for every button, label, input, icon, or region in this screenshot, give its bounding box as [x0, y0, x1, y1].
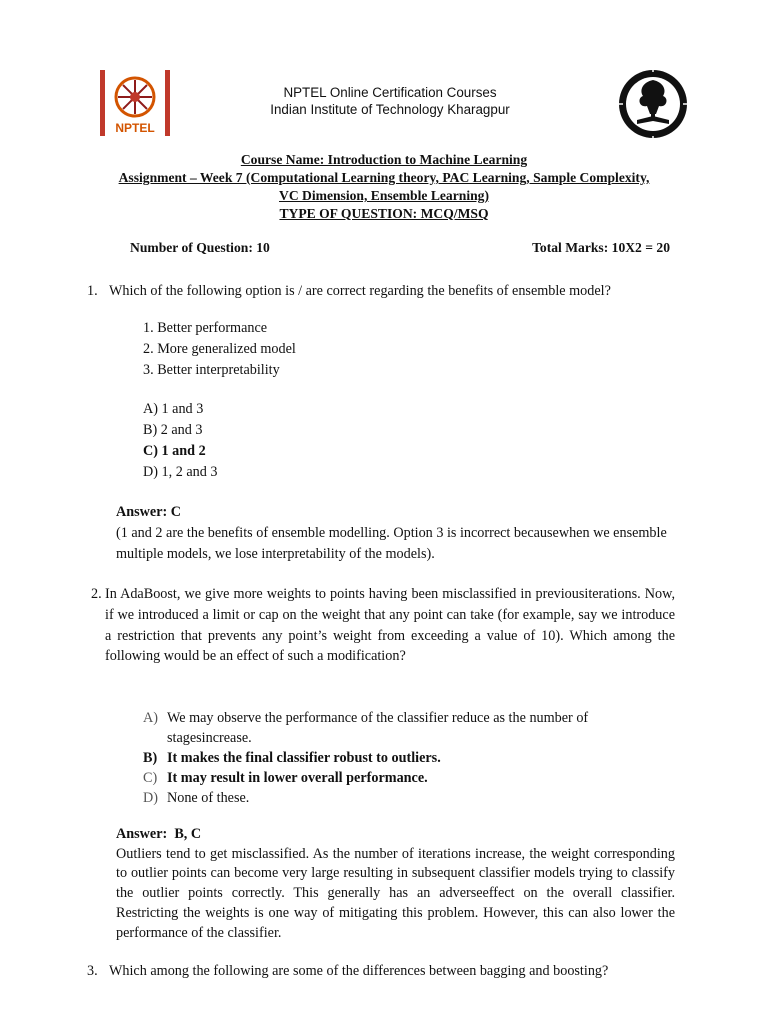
course-info [110, 151, 658, 223]
institution-header [200, 84, 580, 119]
q1-options [143, 399, 217, 483]
total-marks: Total Marks: 10X2 = 20 [532, 240, 670, 255]
question-number: 2. [91, 586, 102, 602]
answer-label: Answer: C [116, 504, 182, 520]
question-3 [87, 961, 687, 982]
question-1 [87, 281, 687, 302]
number-of-questions: Number of Question: 10 [130, 240, 270, 255]
option-a [143, 708, 643, 748]
option-d: D) 1, 2 and 3 [143, 464, 218, 480]
question-number: 3. [87, 963, 98, 979]
option-b: B) 2 and 3 [143, 422, 203, 438]
option-label: D) [143, 790, 158, 806]
marks-row [130, 238, 670, 258]
option-c: C) 1 and 2 [143, 443, 206, 459]
q2-answer-block [116, 824, 675, 944]
option-text: It may result in lower overall performance. [167, 770, 428, 786]
question-text: In AdaBoost, we give more weights to points having been misclassified in previousiterations. Now, if we introduced a limit or cap on the weight that any point can take (for example, say we introduce a restriction that prevents any point’s weight from exceeding a value of 10). Which among the following would be an effect of such a modification? [105, 586, 675, 665]
question-text: Which among the following are some of the differences between bagging and boosting? [109, 963, 609, 979]
iit-kharagpur-emblem [617, 66, 689, 142]
option-text: None of these. [167, 790, 250, 806]
header-line-program: NPTEL Online Certification Courses [283, 85, 497, 100]
q2-options [143, 708, 643, 808]
option-d [143, 788, 643, 808]
option-c [143, 768, 643, 788]
statement: 2. More generalized model [143, 341, 296, 357]
question-number: 1. [87, 283, 98, 299]
course-name: Course Name: Introduction to Machine Learning [240, 152, 528, 167]
question-text: Which of the following option is / are correct regarding the benefits of ensemble model? [109, 283, 611, 299]
question-type: TYPE OF QUESTION: MCQ/MSQ [279, 205, 489, 221]
option-label: C) [143, 770, 158, 786]
option-a: A) 1 and 3 [143, 401, 204, 417]
nptel-logo [100, 70, 170, 136]
statement: 1. Better performance [143, 320, 268, 336]
q1-answer-block [116, 502, 676, 565]
option-text: It makes the final classifier robust to outliers. [167, 750, 441, 766]
option-b [143, 748, 643, 768]
statement: 3. Better interpretability [143, 362, 280, 378]
option-text: We may observe the performance of the classifier reduce as the number of stagesincrease. [167, 710, 589, 746]
assignment-title: Assignment – Week 7 (Computational Learning theory, PAC Learning, Sample Complexity, VC Dimension, Ensemble Learning) [118, 169, 650, 203]
answer-label: Answer: B, C [116, 826, 202, 842]
q1-statements [143, 318, 296, 381]
question-2 [91, 584, 675, 667]
option-label: B) [143, 750, 158, 766]
answer-explanation: Outliers tend to get misclassified. As the number of iterations increase, the weight corresponding to outlier points can become very large resulting in subsequent classifier models trying to classify the outlier points correctly. This generally has an adverseeffect on the overall classifier. Restricting the weights is one way of mitigating this problem. However, this can also lower the performance of the classifier. [116, 845, 675, 941]
option-label: A) [143, 710, 158, 726]
nptel-logo-text: NPTEL [115, 121, 155, 135]
header-line-institute: Indian Institute of Technology Kharagpur [270, 102, 510, 118]
answer-explanation: (1 and 2 are the benefits of ensemble modelling. Option 3 is incorrect becausewhen we ensemble multiple models, we lose interpretability of the models). [116, 524, 667, 562]
